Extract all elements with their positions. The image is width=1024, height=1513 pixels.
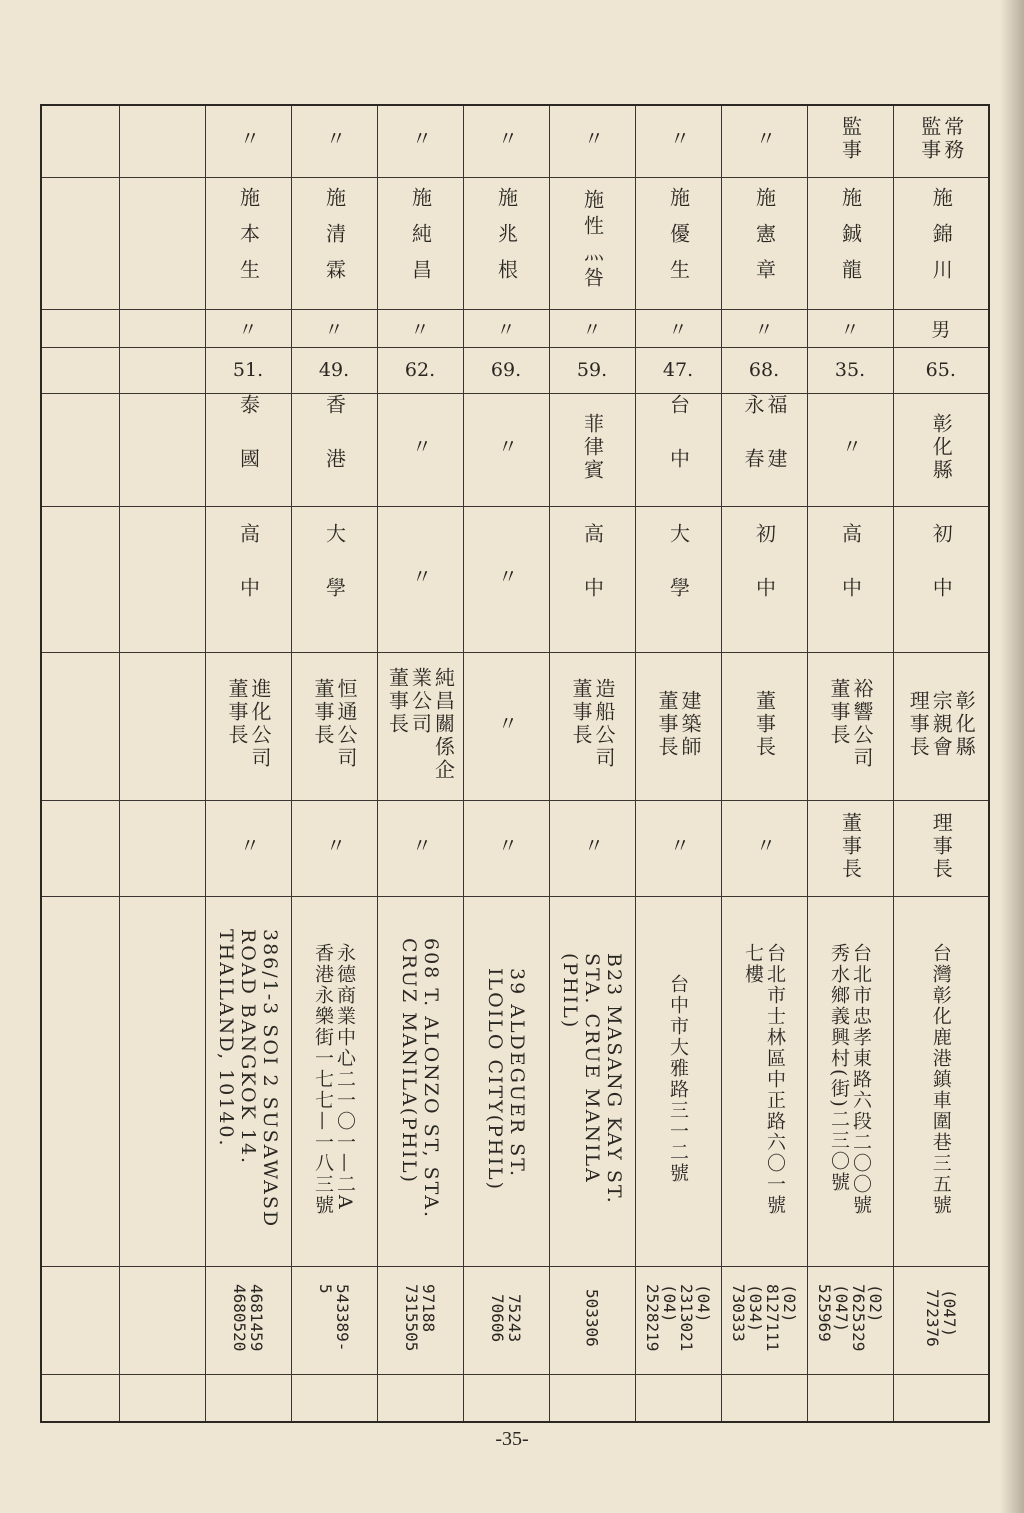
address-cell: B23 MASANG KAY ST. STA. CRUE MANILA (PHIL) xyxy=(549,896,635,1266)
role-cell: 〃 xyxy=(721,800,807,896)
gender-cell: 〃 xyxy=(549,309,635,347)
name-cell: 施純昌 xyxy=(377,177,463,309)
education-cell: 高中 xyxy=(549,506,635,652)
origin-cell: 泰國 xyxy=(205,393,291,506)
blank-cell xyxy=(41,347,119,393)
name-cell: 施憲章 xyxy=(721,177,807,309)
blank-cell xyxy=(119,309,205,347)
row-notes xyxy=(41,1374,989,1422)
position-cell: 〃 xyxy=(549,105,635,177)
phone-cell: (02) 8127111 (034) 730333 xyxy=(721,1266,807,1374)
origin-cell: 香港 xyxy=(291,393,377,506)
blank-cell xyxy=(119,105,205,177)
notes-cell xyxy=(807,1374,893,1422)
row-age xyxy=(41,347,989,393)
phone-cell: 75243 70606 xyxy=(463,1266,549,1374)
address-cell: 386/1-3 SOI 2 SUSAWASD ROAD BANGKOK 14. THAILAND, 10140. xyxy=(205,896,291,1266)
phone-cell: 4681459 4680520 xyxy=(205,1266,291,1374)
origin-cell: 〃 xyxy=(377,393,463,506)
education-cell: 〃 xyxy=(463,506,549,652)
blank-cell xyxy=(119,1374,205,1422)
education-cell: 高中 xyxy=(205,506,291,652)
blank-cell xyxy=(119,800,205,896)
notes-cell xyxy=(721,1374,807,1422)
name-cell: 施清霖 xyxy=(291,177,377,309)
notes-cell xyxy=(291,1374,377,1422)
blank-cell xyxy=(119,1266,205,1374)
address-cell: 39 ALDEGUER ST. ILOILO CITY(PHIL) xyxy=(463,896,549,1266)
role-cell: 〃 xyxy=(377,800,463,896)
gender-cell: 〃 xyxy=(377,309,463,347)
member-register-table xyxy=(40,104,990,1423)
name-cell: 施優生 xyxy=(635,177,721,309)
address-cell: 台北市士林區中正路六〇一號 七樓 xyxy=(721,896,807,1266)
occupation-cell: 董事長 xyxy=(721,652,807,800)
blank-cell xyxy=(41,506,119,652)
row-role xyxy=(41,800,989,896)
address-cell: 永德商業中心二一〇一—二A 香港永樂街一七七—一八三號 xyxy=(291,896,377,1266)
name-cell: 施性灬咎 xyxy=(549,177,635,309)
occupation-cell: 恒通公司 董事長 xyxy=(291,652,377,800)
origin-cell: 彰化縣 xyxy=(893,393,989,506)
row-origin xyxy=(41,393,989,506)
phone-cell: (02) 7625329 (047) 525969 xyxy=(807,1266,893,1374)
blank-cell xyxy=(119,652,205,800)
row-phone xyxy=(41,1266,989,1374)
gender-cell: 男 xyxy=(893,309,989,347)
gender-cell: 〃 xyxy=(635,309,721,347)
name-cell: 施兆根 xyxy=(463,177,549,309)
role-cell: 董事長 xyxy=(807,800,893,896)
education-cell: 高中 xyxy=(807,506,893,652)
address-cell: 台灣彰化鹿港鎮車圍巷三五號 xyxy=(893,896,989,1266)
education-cell: 初中 xyxy=(721,506,807,652)
notes-cell xyxy=(893,1374,989,1422)
notes-cell xyxy=(635,1374,721,1422)
blank-cell xyxy=(41,800,119,896)
blank-cell xyxy=(41,393,119,506)
row-name xyxy=(41,177,989,309)
phone-cell: 543389- 5 xyxy=(291,1266,377,1374)
role-cell: 理事長 xyxy=(893,800,989,896)
notes-cell xyxy=(549,1374,635,1422)
blank-cell xyxy=(119,393,205,506)
age-cell: 59. xyxy=(549,347,635,393)
age-cell: 62. xyxy=(377,347,463,393)
name-cell: 施錦川 xyxy=(893,177,989,309)
role-cell: 〃 xyxy=(291,800,377,896)
position-cell: 〃 xyxy=(463,105,549,177)
gender-cell: 〃 xyxy=(205,309,291,347)
blank-cell xyxy=(41,309,119,347)
name-cell: 施鋮龍 xyxy=(807,177,893,309)
education-cell: 初中 xyxy=(893,506,989,652)
age-cell: 65. xyxy=(893,347,989,393)
age-cell: 47. xyxy=(635,347,721,393)
row-position xyxy=(41,105,989,177)
position-cell: 〃 xyxy=(721,105,807,177)
occupation-cell: 進化公司 董事長 xyxy=(205,652,291,800)
origin-cell: 〃 xyxy=(807,393,893,506)
position-cell: 常務 監事 xyxy=(893,105,989,177)
origin-cell: 福建 永春 xyxy=(721,393,807,506)
role-cell: 〃 xyxy=(205,800,291,896)
position-cell: 〃 xyxy=(291,105,377,177)
age-cell: 35. xyxy=(807,347,893,393)
position-cell: 監事 xyxy=(807,105,893,177)
address-cell: 台北市忠孝東路六段二〇〇號 秀水鄉義興村(街)二三〇號 xyxy=(807,896,893,1266)
notes-cell xyxy=(463,1374,549,1422)
education-cell: 〃 xyxy=(377,506,463,652)
occupation-cell: 彰化縣 宗親會 理事長 xyxy=(893,652,989,800)
gender-cell: 〃 xyxy=(807,309,893,347)
address-cell: 608 T. ALONZO ST, STA. CRUZ MANILA(PHIL) xyxy=(377,896,463,1266)
age-cell: 49. xyxy=(291,347,377,393)
blank-cell xyxy=(41,652,119,800)
blank-cell xyxy=(41,177,119,309)
position-cell: 〃 xyxy=(635,105,721,177)
blank-cell xyxy=(41,105,119,177)
age-cell: 69. xyxy=(463,347,549,393)
row-occupation xyxy=(41,652,989,800)
blank-cell xyxy=(41,896,119,1266)
role-cell: 〃 xyxy=(635,800,721,896)
role-cell: 〃 xyxy=(463,800,549,896)
education-cell: 大學 xyxy=(635,506,721,652)
education-cell: 大學 xyxy=(291,506,377,652)
origin-cell: 菲律賓 xyxy=(549,393,635,506)
age-cell: 51. xyxy=(205,347,291,393)
address-cell: 台中市大雅路三一二號 xyxy=(635,896,721,1266)
occupation-cell: 造船公司 董事長 xyxy=(549,652,635,800)
phone-cell: (047) 772376 xyxy=(893,1266,989,1374)
occupation-cell: 純昌關係企 業公司 董事長 xyxy=(377,652,463,800)
position-cell: 〃 xyxy=(205,105,291,177)
page-number: -35- xyxy=(495,1428,529,1450)
age-cell: 68. xyxy=(721,347,807,393)
blank-cell xyxy=(41,1266,119,1374)
row-address xyxy=(41,896,989,1266)
notes-cell xyxy=(205,1374,291,1422)
role-cell: 〃 xyxy=(549,800,635,896)
occupation-cell: 〃 xyxy=(463,652,549,800)
phone-cell: 503306 xyxy=(549,1266,635,1374)
origin-cell: 〃 xyxy=(463,393,549,506)
origin-cell: 台中 xyxy=(635,393,721,506)
row-education xyxy=(41,506,989,652)
occupation-cell: 裕響公司 董事長 xyxy=(807,652,893,800)
name-cell: 施本生 xyxy=(205,177,291,309)
page-edge-shadow xyxy=(1000,0,1024,1513)
blank-cell xyxy=(119,506,205,652)
gender-cell: 〃 xyxy=(463,309,549,347)
position-cell: 〃 xyxy=(377,105,463,177)
row-gender xyxy=(41,309,989,347)
occupation-cell: 建築師 董事長 xyxy=(635,652,721,800)
blank-cell xyxy=(119,177,205,309)
blank-cell xyxy=(119,896,205,1266)
phone-cell: 97188 7315505 xyxy=(377,1266,463,1374)
phone-cell: (04) 2313021 (04) 2528219 xyxy=(635,1266,721,1374)
gender-cell: 〃 xyxy=(721,309,807,347)
gender-cell: 〃 xyxy=(291,309,377,347)
blank-cell xyxy=(119,347,205,393)
blank-cell xyxy=(41,1374,119,1422)
notes-cell xyxy=(377,1374,463,1422)
